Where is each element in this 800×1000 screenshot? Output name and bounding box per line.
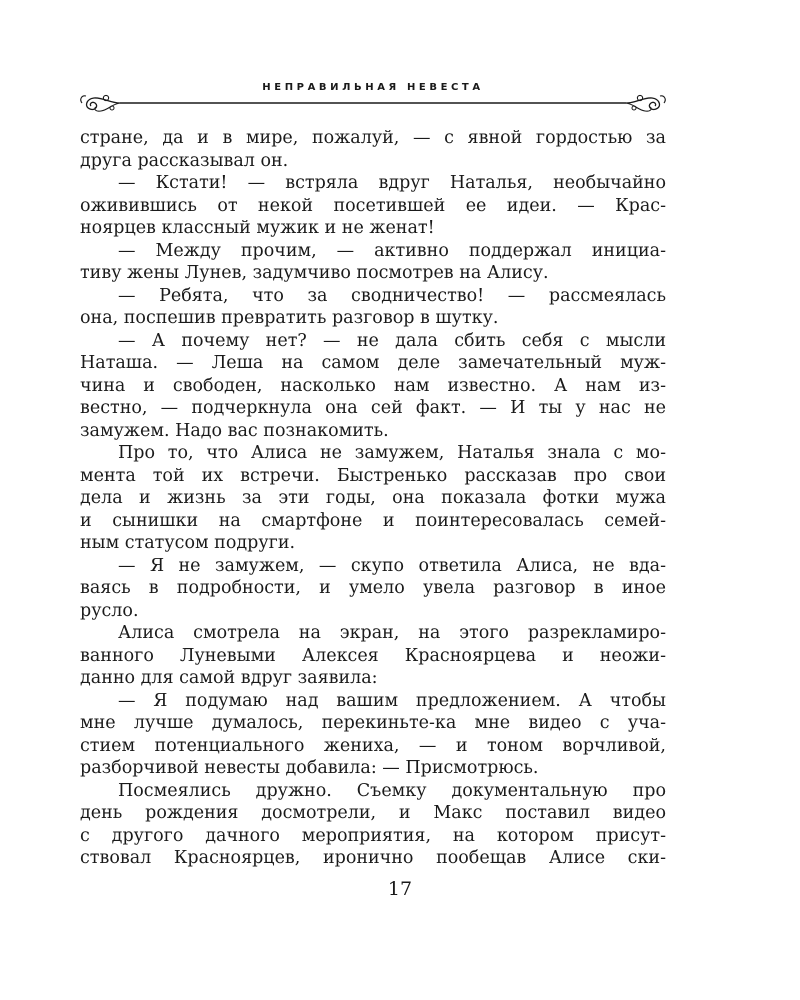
- text-line: мне лучше думалось, перекиньте-ка мне видео с уча-: [80, 713, 666, 733]
- text-line: с другого дачного мероприятия, на котором присут-: [80, 825, 666, 846]
- text-line: — А почему нет? — не дала сбить себя с мысли: [118, 330, 666, 351]
- text-line: друга рассказывал он.: [80, 150, 289, 171]
- text-line: — Кстати! — встряла вдруг Наталья, необычайно: [118, 173, 666, 193]
- page-body-text: [80, 127, 666, 870]
- text-line: чина и свободен, насколько нам известно. А нам из-: [80, 375, 666, 396]
- text-line: ваясь в подробности, и умело увела разговор в иное: [80, 578, 666, 598]
- page-number: 17: [387, 878, 413, 900]
- header-ornament-icon: [78, 90, 668, 116]
- text-line: дела и жизнь за эти годы, она показала фотки мужа: [80, 488, 666, 508]
- text-line: данно для самой вдруг заявила:: [80, 668, 378, 688]
- text-line: — Я не замужем, — скупо ответила Алиса, не вда-: [118, 555, 666, 576]
- text-line: Алиса смотрела на экран, на этого разрекламиро-: [118, 623, 666, 643]
- text-line: вестно, — подчеркнула она сей факт. — И ты у нас не: [80, 398, 666, 418]
- text-line: она, поспешив превратить разговор в шутку.: [80, 308, 499, 328]
- text-line: ванного Луневыми Алексея Красноярцева и неожи-: [80, 645, 666, 666]
- text-line: Про то, что Алиса не замужем, Наталья знала с мо-: [118, 443, 666, 463]
- text-line: ным статусом подруги.: [80, 533, 296, 553]
- text-line: мента той их встречи. Быстренько рассказав про свои: [80, 465, 666, 486]
- text-line: русло.: [80, 600, 139, 621]
- text-line: тиву жены Лунев, задумчиво посмотрев на Алису.: [80, 263, 549, 283]
- text-line: Посмеялись дружно. Съемку документальную про: [118, 780, 666, 801]
- running-header: [78, 78, 668, 118]
- text-line: — Ребята, что за сводничество! — рассмеялась: [118, 285, 666, 306]
- text-line: оживившись от некой посетившей ее идеи. — Крас-: [80, 195, 666, 216]
- text-line: ствовал Красноярцев, иронично пообещав Алисе ски-: [80, 848, 666, 868]
- text-line: день рождения досмотрели, и Макс поставил видео: [80, 803, 666, 823]
- text-line: и сынишки на смартфоне и поинтересовалась семей-: [80, 510, 666, 531]
- text-line: разборчивой невесты добавила: — Присмотрюсь.: [80, 758, 539, 778]
- text-line: Наташа. — Леша на самом деле замечательный муж-: [80, 353, 666, 373]
- running-header-title: НЕПРАВИЛЬНАЯ НЕВЕСТА: [262, 82, 484, 93]
- text-line: замужем. Надо вас познакомить.: [80, 420, 389, 441]
- text-line: стране, да и в мире, пожалуй, — с явной гордостью за: [80, 128, 666, 148]
- text-line: — Между прочим, — активно поддержал инициа-: [118, 240, 666, 261]
- text-line: стием потенциального жениха, — и тоном ворчливой,: [80, 735, 666, 756]
- text-line: ноярцев классный мужик и не женат!: [80, 218, 435, 238]
- text-line: — Я подумаю над вашим предложением. А чтобы: [118, 690, 666, 711]
